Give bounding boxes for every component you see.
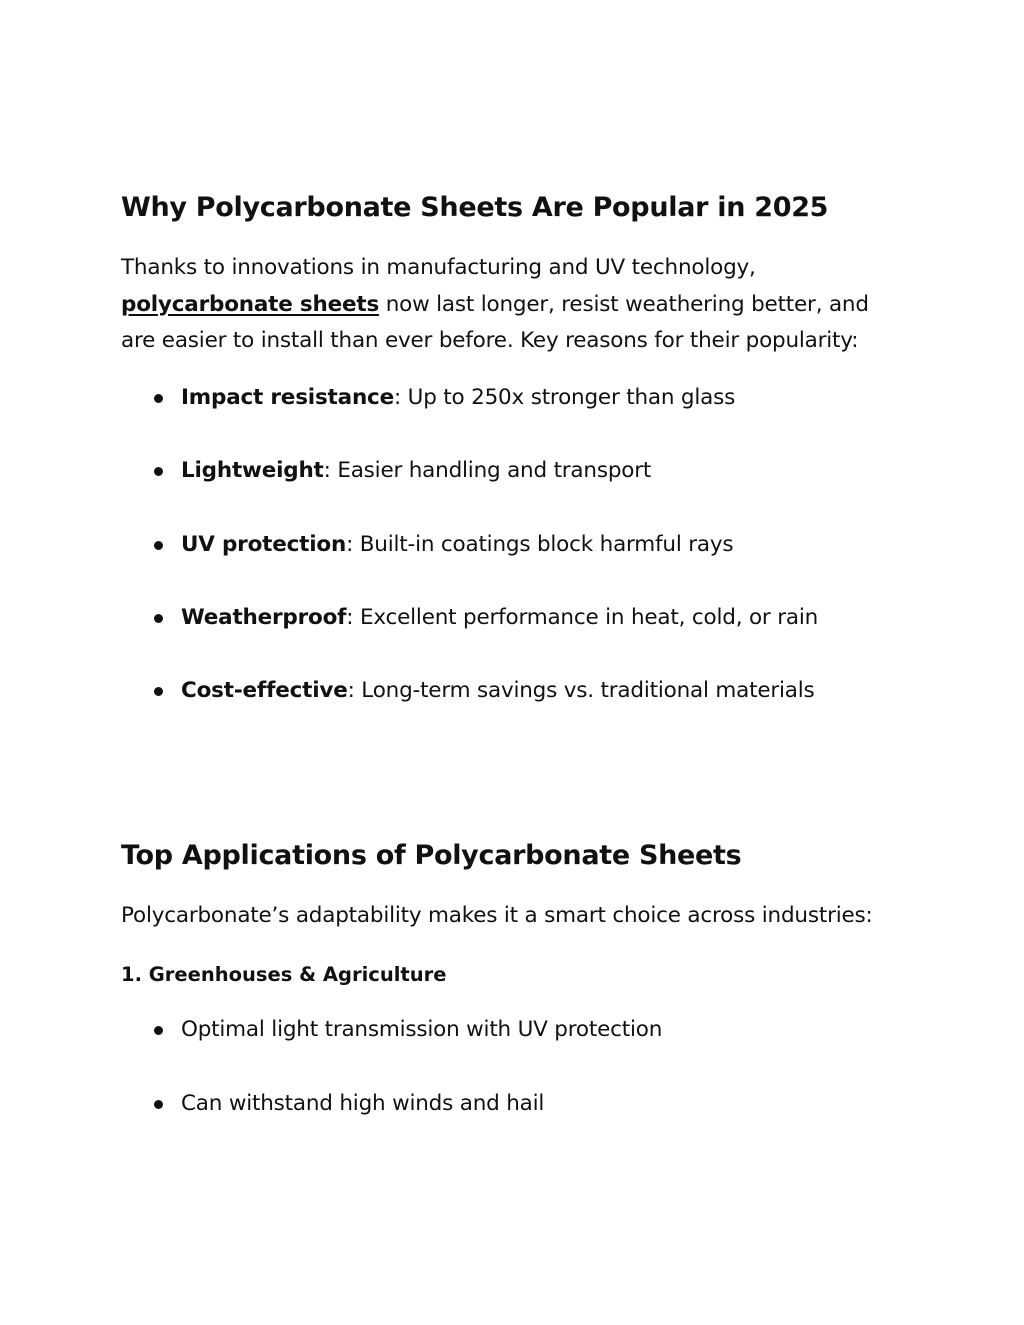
reason-term: Weatherproof [181,605,347,630]
intro-text-start: Thanks to innovations in manufacturing and UV technology, [121,255,756,280]
list-item [181,676,815,706]
section-heading-why-popular: Why Polycarbonate Sheets Are Popular in 2025 [121,192,829,223]
bullet-icon [154,1100,163,1109]
list-item-text: Optimal light transmission with UV protection [181,1017,663,1042]
list-item [181,383,735,413]
intro-text-end: now last longer, resist weathering better, and are easier to install than ever before. Key reasons for their popularity: [121,291,869,353]
list-item-text: Can withstand high winds and hail [181,1091,545,1116]
reason-term: Impact resistance [181,385,394,410]
list-item [181,530,733,560]
bullet-icon [154,687,163,696]
intro-paragraph [121,250,901,360]
bullet-icon [154,467,163,476]
reason-desc: : Excellent performance in heat, cold, or rain [346,605,819,630]
reason-desc: : Built-in coatings block harmful rays [346,532,734,557]
list-item [181,456,651,486]
subsection-heading-greenhouses: 1. Greenhouses & Agriculture [121,963,447,986]
bullet-icon [154,394,163,403]
reason-term: Lightweight [181,458,324,483]
applications-intro-paragraph: Polycarbonate’s adaptability makes it a smart choice across industries: [121,903,873,928]
list-item [181,1089,544,1119]
reason-desc: : Up to 250x stronger than glass [393,385,736,410]
list-item [181,1015,662,1045]
reason-desc: : Long-term savings vs. traditional materials [347,678,815,703]
bullet-icon [154,614,163,623]
bullet-icon [154,1026,163,1035]
bullet-icon [154,541,163,550]
list-item [181,603,818,633]
polycarbonate-sheets-link[interactable]: polycarbonate sheets [121,291,380,317]
reason-term: Cost-effective [181,678,348,703]
reason-term: UV protection [181,532,347,557]
section-heading-top-applications: Top Applications of Polycarbonate Sheets [121,840,742,871]
reason-desc: : Easier handling and transport [323,458,652,483]
